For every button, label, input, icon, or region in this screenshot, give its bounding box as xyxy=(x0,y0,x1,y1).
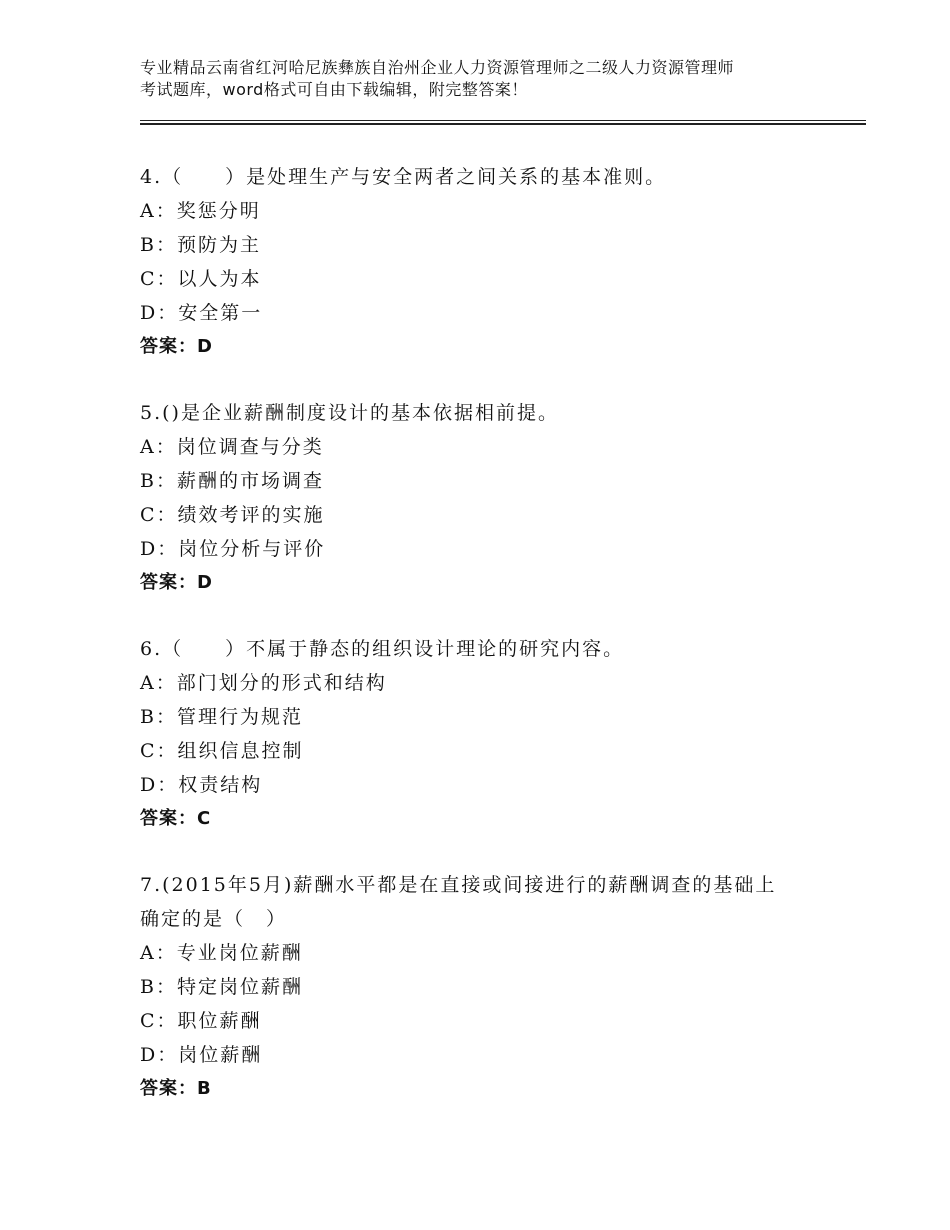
option-b: B：管理行为规范 xyxy=(140,706,303,728)
option-c: C：以人为本 xyxy=(140,268,262,290)
answer: 答案：B xyxy=(140,1078,212,1099)
option-c: C：职位薪酬 xyxy=(140,1010,262,1032)
document-header xyxy=(140,57,840,101)
question-stem: 7.(2015年5月)薪酬水平都是在直接或间接进行的薪酬调查的基础上 xyxy=(140,874,777,896)
question-stem-continued: 确定的是（ ） xyxy=(140,908,288,930)
option-d: D：岗位薪酬 xyxy=(140,1044,263,1066)
option-b: B：特定岗位薪酬 xyxy=(140,976,303,998)
option-a: A：奖惩分明 xyxy=(140,200,261,222)
option-d: D：权责结构 xyxy=(140,774,263,796)
question-stem: 4.（ ）是处理生产与安全两者之间关系的基本准则。 xyxy=(140,166,667,188)
option-a: A：岗位调查与分类 xyxy=(140,436,324,458)
answer: 答案：D xyxy=(140,336,213,357)
question-6 xyxy=(140,632,860,836)
question-7 xyxy=(140,868,860,1106)
question-4 xyxy=(140,160,860,364)
answer: 答案：D xyxy=(140,572,213,593)
header-title-line-2: 考试题库，word格式可自由下载编辑，附完整答案！ xyxy=(140,80,528,99)
option-b: B：预防为主 xyxy=(140,234,261,256)
option-d: D：岗位分析与评价 xyxy=(140,538,326,560)
option-b: B：薪酬的市场调查 xyxy=(140,470,324,492)
option-d: D：安全第一 xyxy=(140,302,263,324)
question-5 xyxy=(140,396,860,600)
header-title-line-1: 专业精品云南省红河哈尼族彝族自治州企业人力资源管理师之二级人力资源管理师 xyxy=(140,58,735,77)
question-list xyxy=(140,160,860,1138)
header-divider-thick xyxy=(140,123,866,125)
answer: 答案：C xyxy=(140,808,212,829)
option-c: C：组织信息控制 xyxy=(140,740,304,762)
option-a: A：专业岗位薪酬 xyxy=(140,942,303,964)
option-a: A：部门划分的形式和结构 xyxy=(140,672,387,694)
question-stem: 6.（ ）不属于静态的组织设计理论的研究内容。 xyxy=(140,638,625,660)
option-c: C：绩效考评的实施 xyxy=(140,504,325,526)
header-divider-thin xyxy=(140,120,866,121)
question-stem: 5.()是企业薪酬制度设计的基本依据相前提。 xyxy=(140,402,559,424)
